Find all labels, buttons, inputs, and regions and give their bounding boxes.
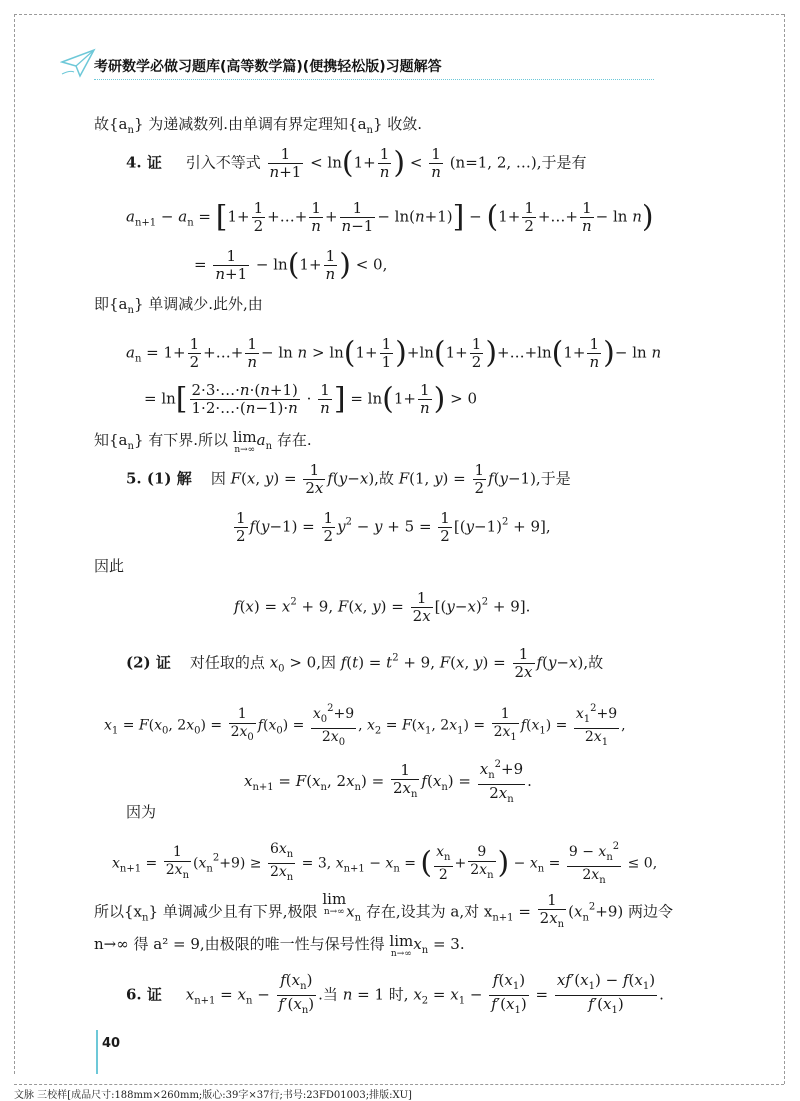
text-line-because: 因为 (126, 803, 157, 821)
equation-3: $a_n = 1+$ $\frac{1}{2}$ +…+ $\frac{1}{n}$ − ln n > ln(1+ $\frac{1}{1}$ )+ln(1+ $\frac{1}{2}$ )+…+ln(1+ $\frac{1}{n}$ )− ln n (126, 335, 662, 371)
frame-border-bottom (14, 1084, 784, 1085)
frame-border-top (14, 14, 784, 15)
equation-5: $\frac{1}{2}$ f(y−1) = $\frac{1}{2}$ $y^2 - y + 5$ = $\frac{1}{2}$ $[(y-1)^2 + 9]$, (236, 509, 551, 545)
text-line-monotone: 即$\{a_n\}$ 单调减少.此外,由 (94, 295, 263, 316)
equation-6: $f(x) = x^2 + 9$, F(x, y) = $\frac{1}{2x}$ $[(y-x)^2 + 9]$. (234, 589, 531, 625)
page-number: 40 (102, 1036, 121, 1051)
equation-9: $x_{n+1}$ = $\frac{1}{2x_n}$ $(x_n^2+9)$ ≥ $\frac{6x_n}{2x_n}$ = 3, $x_{n+1} - x_n$ = ( $\frac{x_n}{2}$ + $\frac{9}{2x_n}$ ) − $x_n$ = $\frac{9 - x_n^2}{2x_n}$ ≤ 0, (112, 838, 657, 889)
header-rule (94, 79, 654, 80)
page-number-bar (96, 1030, 98, 1074)
equation-2: = $\frac{1}{n+1}$ − ln(1+ $\frac{1}{n}$ ) < 0, (194, 247, 388, 283)
problem-5-intro: 5. (1) 解 因 F(x, y) = $\frac{1}{2x}$ f(y−x),故 F(1, y) = $\frac{1}{2}$ f(y−1),于是 (126, 461, 571, 497)
paper-plane-icon (60, 48, 96, 82)
problem-6: 6. 证 $x_{n+1} = x_n$ − $\frac{f(x_n)}{f'(x_n)}$ .当 n = 1 时, $x_2 = x_1$ − $\frac{f(x_1)}{f'(x_1)}$ = $\frac{xf'(x_1) - f(x_1)}{f'(x_1)}$ . (126, 971, 664, 1016)
problem-5b-label: (2) 证 (126, 653, 171, 672)
header-title: 考研数学必做习题库(高等数学篇)(便携轻松版)习题解答 (94, 59, 442, 75)
print-footer: 文脉 三校样[成品尺寸:188mm×260mm;版心:39字×37行;书号:23FD01003;排版:XU] (14, 1090, 412, 1101)
frame-border-left (14, 14, 15, 1074)
equation-8: $x_{n+1} = F(x_n$, $2x_n$) = $\frac{1}{2x_n}$ $f(x_n)$ = $\frac{x_n^2+9}{2x_n}$ . (244, 756, 532, 808)
problem-5-part-2: (2) 证 对任取的点 $x_0 > 0$,因 $f(t) = t^2 + 9$, F(x, y) = $\frac{1}{2x}$ f(y−x),故 (126, 645, 604, 681)
equation-7: $x_1 = F(x_0$, $2x_0$) = $\frac{1}{2x_0}$ $f(x_0)$ = $\frac{x_0^2+9}{2x_0}$ , $x_2 = F(x_1$, $2x_1$) = $\frac{1}{2x_1}$ $f(x_1)$ = $\frac{x_1^2+9}{2x_1}$ , (104, 700, 626, 751)
text-line-therefore: 因此 (94, 557, 125, 575)
frame-border-right (784, 14, 785, 1084)
problem-5-label: 5. (1) 解 (126, 469, 192, 488)
problem-6-label: 6. 证 (126, 985, 162, 1004)
text-line-conclusion: n→∞ 得 a² = 9,由极限的唯一性与保号性得 lim n→∞ $x_n = 3$. (94, 932, 465, 959)
equation-1: $a_{n+1} - a_n = [1+$ $\frac{1}{2}$ +…+ $\frac{1}{n}$ + $\frac{1}{n-1}$ − ln(n+1)] − (1+ $\frac{1}{2}$ +…+ $\frac{1}{n}$ − ln n) (126, 199, 654, 235)
text-line-decreasing: 故$\{a_n\}$ 为递减数列.由单调有界定理知$\{a_n\}$ 收敛. (94, 115, 423, 136)
problem-4-label: 4. 证 (126, 153, 162, 172)
text-line-limit-exists: 所以$\{x_n\}$ 单调减少且有下界,极限 lim n→∞ $x_n$ 存在,设其为 a,对 $x_{n+1}$ = $\frac{1}{2x_n}$ $(x_n^2+9)$ 两边令 (94, 890, 674, 930)
text-line-bounded: 知$\{a_n\}$ 有下界.所以 lim n→∞ $a_n$ 存在. (94, 428, 312, 455)
equation-4: = ln[ $\frac{2\cdot 3\cdot\dots\cdot n\cdot(n+1)}{1\cdot 2\cdot\dots\cdot(n-1)\cdot n}$ · $\frac{1}{n}$ ] = ln(1+ $\frac{1}{n}$ ) > 0 (144, 381, 478, 417)
problem-4-intro: 4. 证 引入不等式 $\frac{1}{n+1}$ < ln(1+ $\frac{1}{n}$ ) < $\frac{1}{n}$ (n=1, 2, …),于是有 (126, 145, 587, 181)
